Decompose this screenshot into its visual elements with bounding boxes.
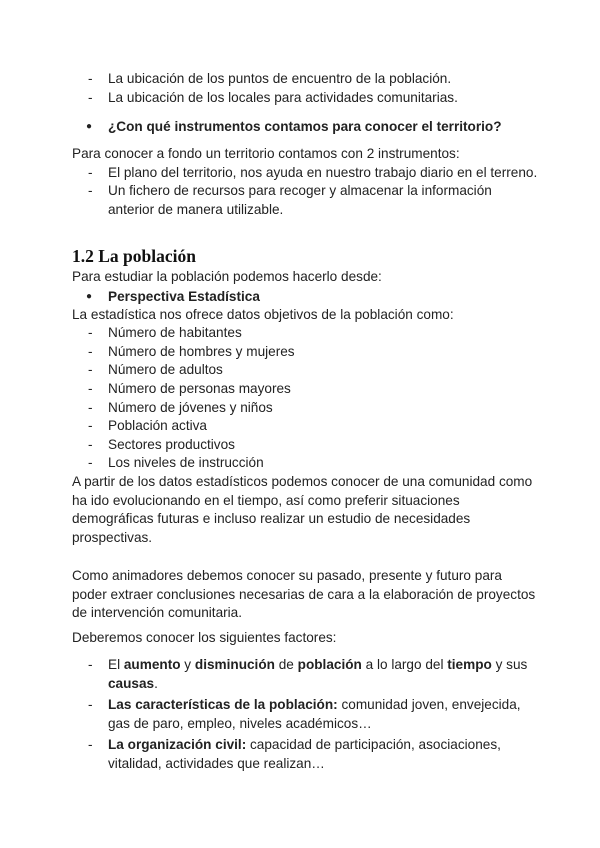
factors-block [0,656,600,774]
list-item: - El plano del territorio, nos ayuda en nuestro trabajo diario en el terreno. [0,164,600,183]
paragraph-2: Como animadores debemos conocer su pasado, presente y futuro para poder extraer conclusiones necesarias de cara a la elaboración de proyectos de intervención comunitaria. [72,568,536,621]
question-list [0,117,600,136]
instruments-intro: Para conocer a fondo un territorio contamos con 2 instrumentos: [72,146,460,161]
top-list-block [0,70,600,107]
paragraph-2-block [0,567,600,623]
population-block [0,268,600,547]
list-item: - La ubicación de los puntos de encuentro de la población. [0,70,600,89]
list-item: - Número de hombres y mujeres [0,343,600,362]
factors-intro: Deberemos conocer los siguientes factores: [72,630,337,645]
question-block [0,117,600,136]
factors-list [0,656,600,774]
list-item: - Los niveles de instrucción [0,454,600,473]
list-item: - Número de jóvenes y niños [0,399,600,418]
list-item: - Un fichero de recursos para recoger y almacenar la información anterior de manera utilizable. [0,182,600,219]
stats-intro: La estadística nos ofrece datos objetivos de la población como: [72,306,454,322]
list-item: - Sectores productivos [0,436,600,455]
perspective-list [0,287,600,306]
list-item: - Número de personas mayores [0,380,600,399]
factors-intro-block [0,629,600,648]
top-list [0,70,600,107]
section-heading-block [0,245,600,267]
factor-item: - El aumento y disminución de población a lo largo del tiempo y sus causas. [0,656,600,693]
section-heading: 1.2 La población [72,246,196,266]
population-intro: Para estudiar la población podemos hacerlo desde: [72,269,382,284]
question-bullet: ● ¿Con qué instrumentos contamos para conocer el territorio? [0,117,600,136]
factor-item: - Las características de la población: comunidad joven, envejecida, gas de paro, empleo, niveles académicos… [0,696,600,733]
stats-list [0,324,600,473]
list-item: - La ubicación de los locales para actividades comunitarias. [0,89,600,108]
list-item: - Población activa [0,417,600,436]
instruments-block [0,145,600,219]
list-item: - Número de habitantes [0,324,600,343]
list-item: - Número de adultos [0,361,600,380]
perspective-bullet: ● Perspectiva Estadística [0,287,600,306]
paragraph-1: A partir de los datos estadísticos podemos conocer de una comunidad como ha ido evolucionando en el tiempo, así como preferir situaciones demográficas futuras e incluso realizar un estudio de necesidades prospectivas. [72,473,533,545]
instruments-list [0,164,600,220]
factor-item: - La organización civil: capacidad de participación, asociaciones, vitalidad, actividades que realizan… [0,736,600,773]
